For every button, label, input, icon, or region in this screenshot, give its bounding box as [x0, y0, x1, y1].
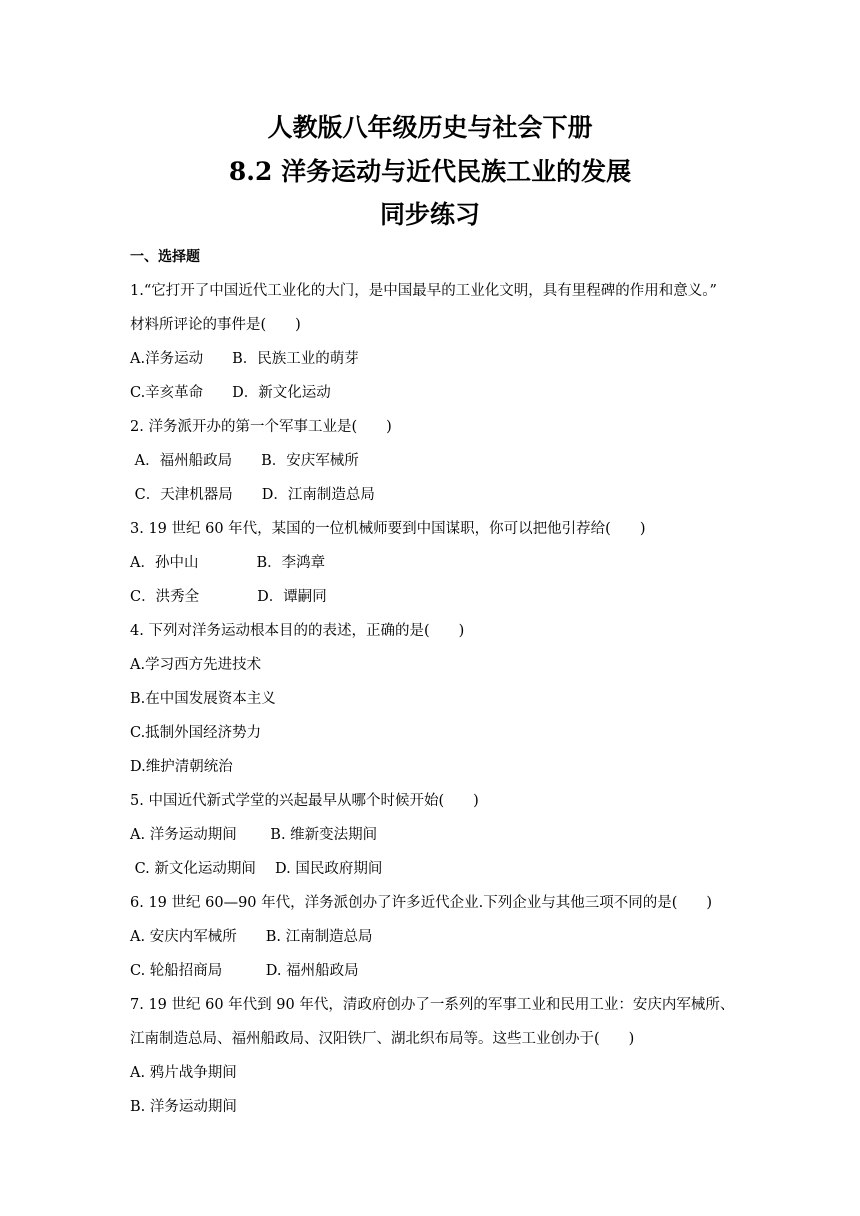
question-4-stem: 4. 下列对洋务运动根本目的的表述，正确的是( ) — [130, 623, 465, 639]
question-7-option-b: B. 洋务运动期间 — [130, 1099, 237, 1115]
question-5-options-ab: A. 洋务运动期间 B. 维新变法期间 — [130, 827, 378, 843]
question-4-option-b: B.在中国发展资本主义 — [130, 691, 276, 707]
question-7-stem-cont: 江南制造总局、福州船政局、汉阳铁厂、湖北织布局等。这些工业创办于( ) — [130, 1031, 635, 1047]
question-2-stem: 2. 洋务派开办的第一个军事工业是( ) — [130, 419, 392, 435]
question-2-options-ab: A．福州船政局 B．安庆军械所 — [130, 453, 359, 469]
question-4-option-a: A.学习西方先进技术 — [130, 657, 262, 673]
question-2-options-cd: C．天津机器局 D．江南制造总局 — [130, 487, 375, 503]
section-heading: 一、选择题 — [130, 249, 200, 265]
question-7-option-a: A. 鸦片战争期间 — [130, 1065, 237, 1081]
question-1-stem: 1.“它打开了中国近代工业化的大门，是中国最早的工业化文明，具有里程碑的作用和意义。” — [130, 283, 717, 299]
question-4-option-c: C.抵制外国经济势力 — [130, 725, 262, 741]
question-6-stem: 6. 19 世纪 60—90 年代，洋务派创办了许多近代企业.下列企业与其他三项不同的是( ) — [130, 895, 713, 911]
question-5-options-cd: C. 新文化运动期间 D. 国民政府期间 — [130, 861, 383, 877]
question-5-stem: 5. 中国近代新式学堂的兴起最早从哪个时候开始( ) — [130, 793, 479, 809]
document-title: 人教版八年级历史与社会下册 — [267, 113, 593, 142]
question-1-options-cd: C.辛亥革命 D．新文化运动 — [130, 385, 331, 401]
exercise-subtitle: 同步练习 — [379, 200, 480, 229]
question-3-stem: 3. 19 世纪 60 年代，某国的一位机械师要到中国谋职，你可以把他引荐给( ) — [130, 521, 646, 537]
question-1-options-ab: A.洋务运动 B．民族工业的萌芽 — [130, 351, 359, 367]
lesson-title: 8.2 洋务运动与近代民族工业的发展 — [228, 157, 632, 186]
question-1-stem-cont: 材料所评论的事件是( ) — [130, 317, 301, 333]
question-6-options-ab: A. 安庆内军械所 B. 江南制造总局 — [130, 929, 373, 945]
question-4-option-d: D.维护清朝统治 — [130, 759, 233, 775]
question-3-options-ab: A．孙中山 B．李鸿章 — [130, 555, 326, 571]
question-6-options-cd: C. 轮船招商局 D. 福州船政局 — [130, 963, 359, 979]
question-7-stem: 7. 19 世纪 60 年代到 90 年代，清政府创办了一系列的军事工业和民用工业：安庆内军械所、 — [130, 997, 735, 1013]
question-3-options-cd: C．洪秀全 D．谭嗣同 — [130, 589, 327, 605]
